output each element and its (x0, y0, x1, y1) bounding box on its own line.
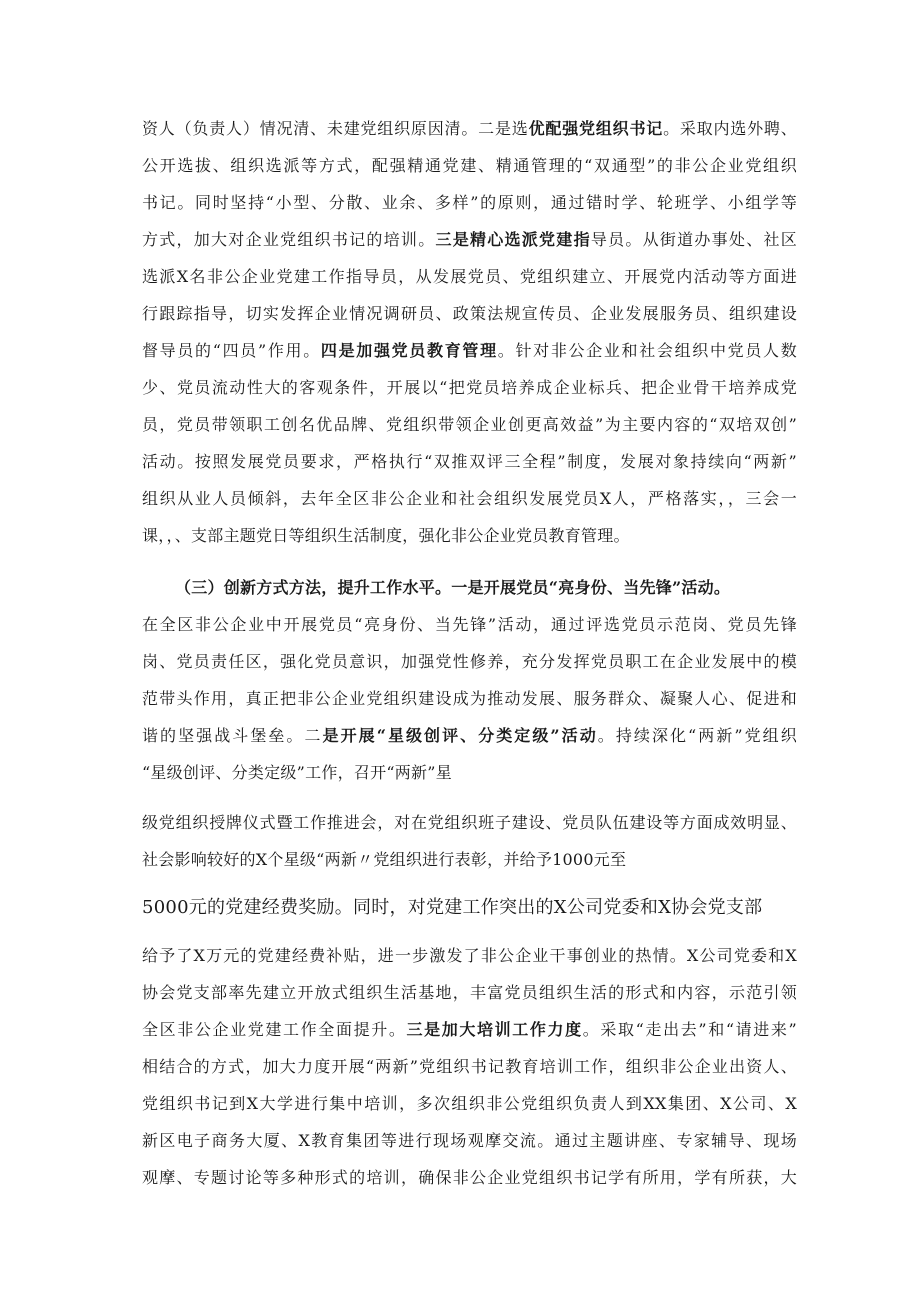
text-run: 督导员的“四员”作用。 (142, 341, 321, 360)
text-run: 岗、党员责任区，强化党员意识，加强党性修养，充分发挥党员职工在企业发展中的模 (142, 652, 797, 671)
text-run: 5000元的党建经费奖励。同时，对党建工作突出的X公司党委和X协会党支部 (142, 897, 763, 918)
paragraph-line (142, 812, 797, 834)
paragraph-line-last (142, 897, 797, 919)
bold-text-run: 四是加强党员教育管理 (320, 341, 498, 360)
text-run: 。采取内选外聘、 (663, 119, 797, 138)
text-run: 相结合的方式，加大力度开展“两新”党组织书记教育培训工作，组织非公企业出资人、 (142, 1057, 797, 1076)
paragraph-line (142, 945, 797, 967)
text-run: 在全区非公企业中开展党员“亮身份、当先锋”活动，通过评选党员示范岗、党员先锋 (142, 615, 797, 634)
text-run: 行跟踪指导，切实发挥企业情况调研员、政策法规宣传员、企业发展服务员、组织建设 (142, 304, 797, 323)
bold-text-run: （三）创新方式方法，提升工作水平。一是开展党员“亮身份、当先锋”活动。 (175, 578, 731, 597)
bold-text-run: 三是精心选派党建指 (435, 230, 591, 249)
paragraph-line (142, 488, 797, 510)
text-run: 少、党员流动性大的客观条件，开展以“把党员培养成企业标兵、把企业骨干培养成党 (142, 378, 797, 397)
text-run: 组织从业人员倾斜，去年全区非公企业和社会组织发展党员X人，严格落实，，三会一 (142, 489, 797, 508)
text-run: “星级创评、分类定级”工作，召开“两新”星 (142, 763, 452, 782)
paragraph-line (142, 155, 797, 177)
paragraph-line (142, 1093, 797, 1115)
text-run: 。采取“走出去”和“请进来” (582, 1020, 797, 1039)
paragraph-line (142, 118, 797, 140)
paragraph-line (142, 192, 797, 214)
bold-text-run: 是开展“星级创评、分类定级”活动 (322, 726, 598, 745)
paragraph-line-last (142, 762, 797, 784)
paragraph-line (142, 451, 797, 473)
paragraph-line (142, 651, 797, 673)
text-run: 。持续深化“两新”党组织 (597, 726, 797, 745)
section-heading (175, 577, 797, 599)
text-run: 选派X名非公企业党建工作指导员，从发展党员、党组织建立、开展党内活动等方面进 (142, 267, 797, 286)
paragraph-line (142, 229, 797, 251)
text-run: 书记。同时坚持“小型、分散、业余、多样”的原则，通过错时学、轮班学、小组学等 (142, 193, 797, 212)
text-run: 全区非公企业党建工作全面提升。 (142, 1020, 407, 1039)
text-run: 范带头作用，真正把非公企业党组织建设成为推动发展、服务群众、凝聚人心、促进和 (142, 689, 797, 708)
paragraph-line (142, 688, 797, 710)
paragraph-line (142, 1167, 797, 1189)
text-run: 员，党员带领职工创名优品牌、党组织带领企业创更高效益”为主要内容的“双培双创” (142, 415, 797, 434)
text-run: 新区电子商务大厦、X教育集团等进行现场观摩交流。通过主题讲座、专家辅导、现场 (142, 1131, 797, 1150)
text-run: 导员。从街道办事处、社区 (590, 230, 797, 249)
text-run: 课，，、支部主题党日等组织生活制度，强化非公企业党员教育管理。 (142, 526, 630, 545)
text-run: 党组织书记到X大学进行集中培训，多次组织非公党组织负责人到XX集团、X公司、X (142, 1094, 797, 1113)
paragraph-line-last (142, 525, 797, 547)
text-run: 活动。按照发展党员要求，严格执行“双推双评三全程”制度，发展对象持续向“两新” (142, 452, 797, 471)
paragraph-line (142, 1019, 797, 1041)
paragraph-line (142, 725, 797, 747)
paragraph-line (142, 303, 797, 325)
paragraph-line (142, 1130, 797, 1152)
text-run: 级党组织授牌仪式暨工作推进会，对在党组织班子建设、党员队伍建设等方面成效明显、 (142, 813, 797, 832)
text-run: 资人（负责人）情况清、未建党组织原因清。二是选 (142, 119, 529, 138)
bold-text-run: 三是加大培训工作力度 (406, 1020, 583, 1039)
paragraph-line (142, 614, 797, 636)
text-run: 协会党支部率先建立开放式组织生活基地，丰富党员组织生活的形式和内容，示范引领 (142, 983, 797, 1002)
paragraph-line (142, 266, 797, 288)
paragraph-line (142, 340, 797, 362)
text-run: 社会影响较好的X个星级“两新〃党组织进行表彰，并给予1000元至 (142, 850, 627, 869)
text-run: 公开选拔、组织选派等方式，配强精通党建、精通管理的“双通型”的非公企业党组织 (142, 156, 797, 175)
text-run: 。针对非公企业和社会组织中党员人数 (497, 341, 797, 360)
paragraph-line (142, 982, 797, 1004)
paragraph-line-last (142, 849, 797, 871)
text-run: 谐的坚强战斗堡垒。二 (142, 726, 323, 745)
paragraph-line (142, 377, 797, 399)
text-run: 方式，加大对企业党组织书记的培训。 (142, 230, 436, 249)
text-run: 观摩、专题讨论等多种形式的培训，确保非公企业党组织书记学有所用，学有所获，大 (142, 1168, 797, 1187)
paragraph-line (142, 1056, 797, 1078)
paragraph-line (142, 414, 797, 436)
bold-text-run: 优配强党组织书记 (528, 119, 664, 138)
text-run: 给予了X万元的党建经费补贴，进一步激发了非公企业干事创业的热情。X公司党委和X (142, 946, 797, 965)
